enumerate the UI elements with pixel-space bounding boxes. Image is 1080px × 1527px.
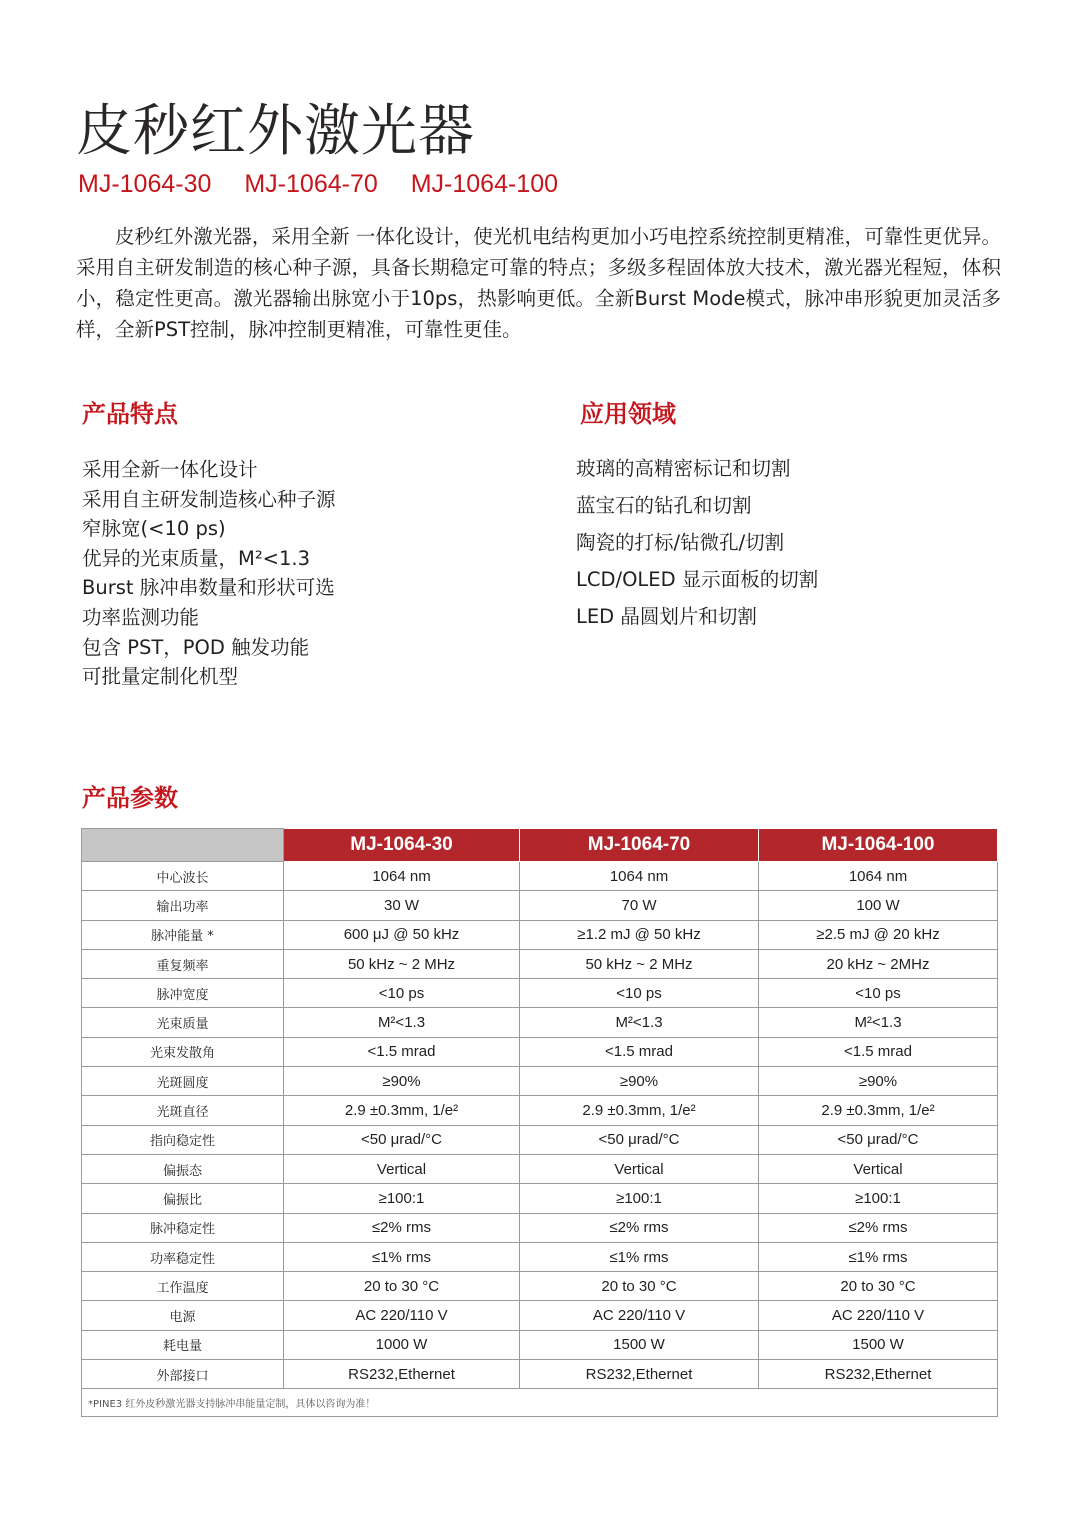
spec-value: M²<1.3 <box>520 1008 759 1037</box>
specs-table-body <box>82 862 998 1389</box>
spec-value: 30 W <box>284 891 520 920</box>
spec-value: ≥90% <box>284 1067 520 1096</box>
table-row <box>82 1125 998 1154</box>
spec-label: 工作温度 <box>82 1272 284 1301</box>
table-row <box>82 979 998 1008</box>
table-row <box>82 949 998 978</box>
intro-paragraph: 皮秒红外激光器，采用全新 一体化设计，使光机电结构更加小巧电控系统控制更精准，可靠性更优异。采用自主研发制造的核心种子源，具备长期稳定可靠的特点；多级多程固体放大技术，激光器光程短，体积小，稳定性更高。激光器输出脉宽小于10ps，热影响更低。全新Burst Mode模式，脉冲串形貌更加灵活多样，全新PST控制，脉冲控制更精准，可靠性更佳。 <box>76 225 1001 341</box>
spec-value: RS232,Ethernet <box>284 1360 520 1389</box>
column-header: MJ-1064-30 <box>284 829 520 862</box>
table-header-row <box>82 829 998 862</box>
table-row <box>82 862 998 891</box>
application-item: 陶瓷的打标/钻微孔/切割 <box>576 531 785 554</box>
spec-label: 重复频率 <box>82 949 284 978</box>
spec-value: <1.5 mrad <box>520 1037 759 1066</box>
spec-value: Vertical <box>759 1154 998 1183</box>
applications-list <box>576 455 818 640</box>
spec-label: 光束质量 <box>82 1008 284 1037</box>
spec-value: 70 W <box>520 891 759 920</box>
features-heading: 产品特点 <box>82 400 178 428</box>
spec-label: 偏振比 <box>82 1184 284 1213</box>
feature-item: 采用自主研发制造核心种子源 <box>82 487 336 511</box>
spec-value: AC 220/110 V <box>284 1301 520 1330</box>
model-name: MJ-1064-100 <box>410 170 559 198</box>
spec-value: ≥100:1 <box>284 1184 520 1213</box>
table-row <box>82 1242 998 1271</box>
application-item: 玻璃的高精密标记和切割 <box>576 457 791 480</box>
spec-label: 光斑圆度 <box>82 1067 284 1096</box>
table-row <box>82 1213 998 1242</box>
spec-value: 20 to 30 °C <box>759 1272 998 1301</box>
spec-value: ≥90% <box>759 1067 998 1096</box>
spec-value: AC 220/110 V <box>520 1301 759 1330</box>
column-header: MJ-1064-100 <box>759 829 998 862</box>
spec-label: 电源 <box>82 1301 284 1330</box>
spec-value: ≤1% rms <box>759 1242 998 1271</box>
spec-value: 1064 nm <box>759 862 998 891</box>
spec-value: <50 μrad/°C <box>520 1125 759 1154</box>
spec-label: 输出功率 <box>82 891 284 920</box>
table-row <box>82 1301 998 1330</box>
header-blank-cell <box>82 829 284 862</box>
model-list <box>78 168 584 200</box>
page-title: 皮秒红外激光器 <box>76 99 475 164</box>
feature-item: 采用全新一体化设计 <box>82 458 258 481</box>
spec-label: 功率稳定性 <box>82 1242 284 1271</box>
spec-value: 20 to 30 °C <box>284 1272 520 1301</box>
feature-item: 可批量定制化机型 <box>82 665 239 689</box>
spec-value: 20 to 30 °C <box>520 1272 759 1301</box>
spec-value: <10 ps <box>284 979 520 1008</box>
spec-label: 脉冲宽度 <box>82 979 284 1008</box>
specs-heading: 产品参数 <box>82 784 178 812</box>
spec-label: 中心波长 <box>82 862 284 891</box>
spec-value: ≥100:1 <box>759 1184 998 1213</box>
spec-value: 100 W <box>759 891 998 920</box>
spec-value: 600 μJ @ 50 kHz <box>284 920 520 949</box>
spec-value: RS232,Ethernet <box>520 1360 759 1389</box>
spec-value: 50 kHz ~ 2 MHz <box>520 949 759 978</box>
feature-item: 功率监测功能 <box>82 605 200 629</box>
spec-value: Vertical <box>284 1154 520 1183</box>
spec-label: 脉冲能量 * <box>82 920 284 949</box>
model-name: MJ-1064-30 <box>78 170 212 198</box>
spec-value: <50 μrad/°C <box>759 1125 998 1154</box>
spec-label: 脉冲稳定性 <box>82 1213 284 1242</box>
table-row <box>82 1096 998 1125</box>
spec-value: <10 ps <box>759 979 998 1008</box>
spec-value: 2.9 ±0.3mm, 1/e² <box>520 1096 759 1125</box>
features-list <box>82 455 336 692</box>
feature-item: 优异的光束质量，M²<1.3 <box>82 546 310 570</box>
table-row <box>82 1037 998 1066</box>
spec-value: <10 ps <box>520 979 759 1008</box>
application-item: 蓝宝石的钻孔和切割 <box>576 494 752 517</box>
spec-value: ≤2% rms <box>520 1213 759 1242</box>
spec-value: <50 μrad/°C <box>284 1125 520 1154</box>
spec-value: ≥100:1 <box>520 1184 759 1213</box>
spec-label: 指向稳定性 <box>82 1125 284 1154</box>
spec-label: 偏振态 <box>82 1154 284 1183</box>
spec-value: 20 kHz ~ 2MHz <box>759 949 998 978</box>
spec-label: 光斑直径 <box>82 1096 284 1125</box>
spec-value: 2.9 ±0.3mm, 1/e² <box>759 1096 998 1125</box>
feature-item: Burst 脉冲串数量和形状可选 <box>82 576 335 600</box>
application-item: LCD/OLED 显示面板的切割 <box>576 568 819 591</box>
model-name: MJ-1064-70 <box>244 170 378 198</box>
spec-value: M²<1.3 <box>284 1008 520 1037</box>
spec-label: 耗电量 <box>82 1330 284 1359</box>
spec-value: ≤2% rms <box>284 1213 520 1242</box>
spec-value: 1500 W <box>759 1330 998 1359</box>
table-row <box>82 1067 998 1096</box>
footnote-row <box>82 1389 998 1417</box>
spec-value: ≤1% rms <box>520 1242 759 1271</box>
spec-value: 1500 W <box>520 1330 759 1359</box>
table-row <box>82 1184 998 1213</box>
table-row <box>82 920 998 949</box>
spec-value: M²<1.3 <box>759 1008 998 1037</box>
spec-value: <1.5 mrad <box>284 1037 520 1066</box>
spec-value: Vertical <box>520 1154 759 1183</box>
spec-label: 外部接口 <box>82 1360 284 1389</box>
spec-value: 1000 W <box>284 1330 520 1359</box>
spec-value: RS232,Ethernet <box>759 1360 998 1389</box>
feature-item: 包含 PST，POD 触发功能 <box>82 635 310 659</box>
footnote: *PINE3 红外皮秒激光器支持脉冲串能量定制，具体以咨询为准！ <box>82 1389 998 1417</box>
table-row <box>82 891 998 920</box>
applications-heading: 应用领域 <box>580 400 676 428</box>
spec-value: 50 kHz ~ 2 MHz <box>284 949 520 978</box>
table-row <box>82 1360 998 1389</box>
spec-value: ≥1.2 mJ @ 50 kHz <box>520 920 759 949</box>
spec-value: <1.5 mrad <box>759 1037 998 1066</box>
spec-value: ≥2.5 mJ @ 20 kHz <box>759 920 998 949</box>
spec-value: 1064 nm <box>520 862 759 891</box>
spec-value: ≥90% <box>520 1067 759 1096</box>
spec-value: ≤1% rms <box>284 1242 520 1271</box>
table-row <box>82 1272 998 1301</box>
spec-value: 2.9 ±0.3mm, 1/e² <box>284 1096 520 1125</box>
specs-table <box>81 828 998 1417</box>
table-row <box>82 1154 998 1183</box>
spec-label: 光束发散角 <box>82 1037 284 1066</box>
table-row <box>82 1330 998 1359</box>
feature-item: 窄脉宽(<10 ps) <box>82 517 226 541</box>
application-item: LED 晶圆划片和切割 <box>576 605 757 628</box>
spec-value: AC 220/110 V <box>759 1301 998 1330</box>
spec-value: 1064 nm <box>284 862 520 891</box>
spec-value: ≤2% rms <box>759 1213 998 1242</box>
table-row <box>82 1008 998 1037</box>
column-header: MJ-1064-70 <box>520 829 759 862</box>
